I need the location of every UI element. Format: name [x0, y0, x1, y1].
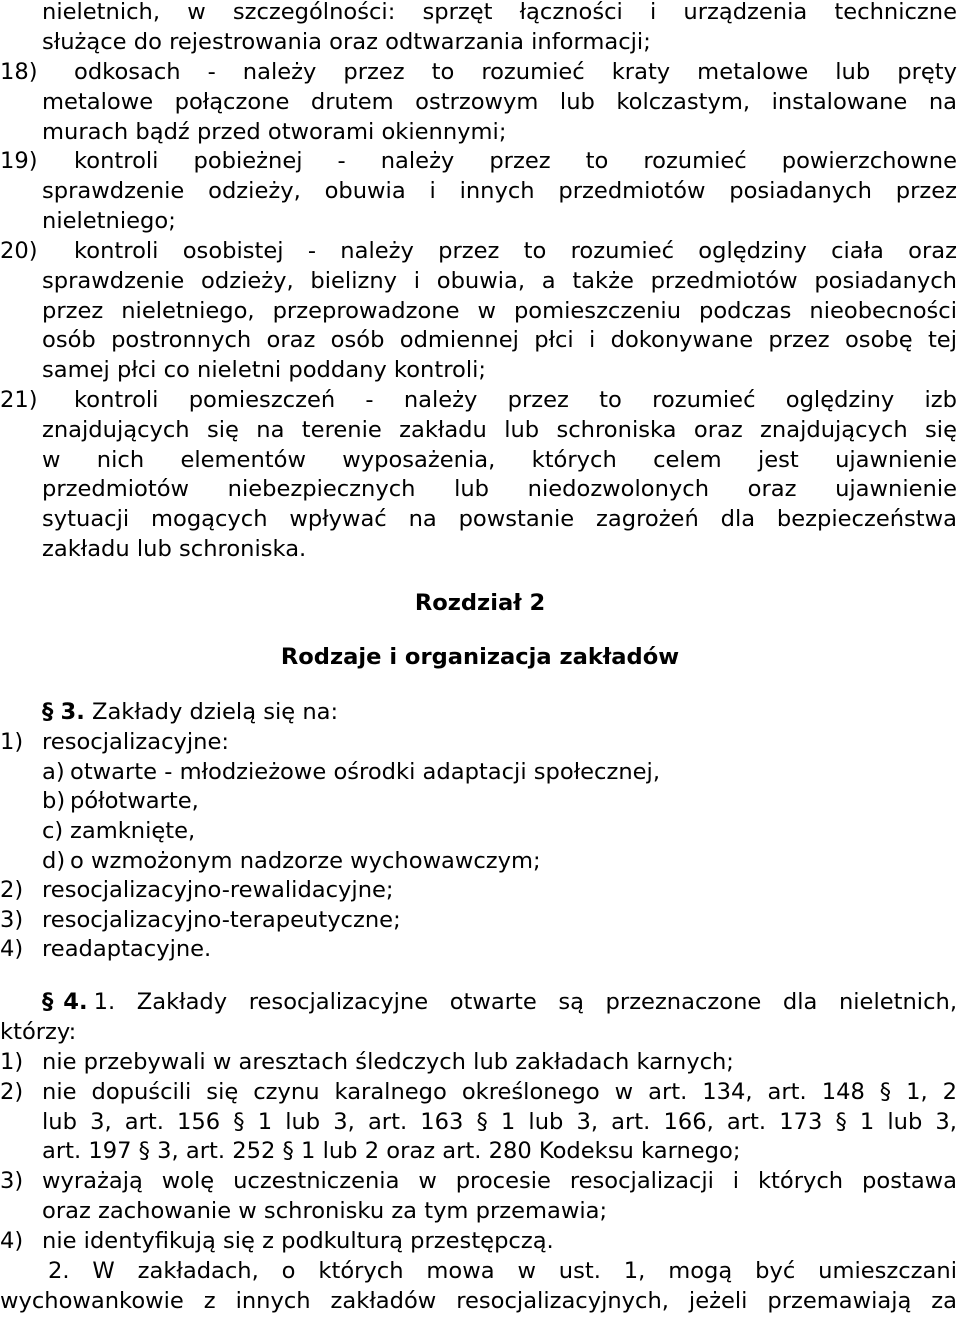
- text-line: osób postronnych oraz osób odmiennej płci i dokonywane przez osobę tej: [42, 327, 957, 353]
- text-line: lub 3, art. 156 § 1 lub 3, art. 163 § 1 lub 3, art. 166, art. 173 § 1 lub 3,: [42, 1109, 957, 1135]
- subitem-letter: d): [42, 848, 66, 874]
- text-line: kontroli osobistej - należy przez to rozumieć oględziny ciała oraz: [74, 238, 957, 264]
- chapter-title: Rozdział 2: [414, 590, 546, 616]
- paragraph-number: 3.: [60, 699, 85, 725]
- text-line: odkosach - należy przez to rozumieć kraty metalowe lub pręty: [74, 59, 957, 85]
- text-line: przez nieletniego, przeprowadzone w pomieszczeniu podczas nieobecności: [42, 298, 957, 324]
- text-line: służące do rejestrowania oraz odtwarzania informacji;: [42, 29, 651, 55]
- paragraph-3-heading: [42, 697, 338, 727]
- text-line: którzy:: [0, 1019, 77, 1045]
- text-line: nie przebywali w aresztach śledczych lub zakładach karnych;: [42, 1049, 734, 1075]
- text-line: nie dopuścili się czynu karalnego określonego w art. 134, art. 148 § 1, 2: [42, 1079, 957, 1105]
- item-text: resocjalizacyjne:: [42, 729, 229, 755]
- subitem-text: półotwarte,: [70, 788, 199, 814]
- text-line: oraz zachowanie w schronisku za tym przemawia;: [42, 1198, 608, 1224]
- item-number: 20): [0, 238, 38, 264]
- text-line: art. 197 § 3, art. 252 § 1 lub 2 oraz art. 280 Kodeksu karnego;: [42, 1138, 741, 1164]
- text-line: nieletniego;: [42, 208, 176, 234]
- item-number: 18): [0, 59, 38, 85]
- text-line: sytuacji mogących wpływać na powstanie zagrożeń dla bezpieczeństwa: [42, 506, 957, 532]
- item-number: 3): [0, 907, 24, 933]
- subitem-letter: b): [42, 788, 66, 814]
- text-line: zakładu lub schroniska.: [42, 536, 307, 562]
- text-line: wyrażają wolę uczestniczenia w procesie resocjalizacji i których postawa: [42, 1168, 957, 1194]
- paragraph-number: 4.: [63, 989, 88, 1015]
- text-line: sprawdzenie odzieży, obuwia i innych przedmiotów posiadanych przez: [42, 178, 957, 204]
- section-sign: §: [42, 989, 54, 1015]
- text-line: 2. W zakładach, o których mowa w ust. 1, mogą być umieszczani: [48, 1258, 957, 1284]
- paragraph-4-heading: [42, 987, 957, 1017]
- section-sign: §: [42, 699, 54, 725]
- item-number: 1): [0, 1049, 24, 1075]
- paragraph-text: 1. Zakłady resocjalizacyjne otwarte są przeznaczone dla nieletnich,: [93, 989, 957, 1015]
- item-number: 2): [0, 877, 24, 903]
- text-line: nieletnich, w szczególności: sprzęt łączności i urządzenia techniczne: [42, 0, 957, 25]
- item-number: 21): [0, 387, 38, 413]
- subitem-text: o wzmożonym nadzorze wychowawczym;: [70, 848, 541, 874]
- item-text: resocjalizacyjno-terapeutyczne;: [42, 907, 401, 933]
- text-line: znajdujących się na terenie zakładu lub schroniska oraz znajdujących się: [42, 417, 957, 443]
- text-line: sprawdzenie odzieży, bielizny i obuwia, a także przedmiotów posiadanych: [42, 268, 957, 294]
- text-line: w nich elementów wyposażenia, których celem jest ujawnienie: [42, 447, 957, 473]
- item-number: 3): [0, 1168, 24, 1194]
- text-line: metalowe połączone drutem ostrzowym lub kolczastym, instalowane na: [42, 89, 957, 115]
- item-number: 19): [0, 148, 38, 174]
- text-line: murach bądź przed otworami okiennymi;: [42, 119, 507, 145]
- chapter-subtitle: Rodzaje i organizacja zakładów: [280, 644, 680, 670]
- text-line: kontroli pobieżnej - należy przez to rozumieć powierzchowne: [74, 148, 957, 174]
- text-line: nie identyfikują się z podkulturą przestępczą.: [42, 1228, 554, 1254]
- item-number: 2): [0, 1079, 24, 1105]
- item-number: 4): [0, 936, 24, 962]
- paragraph-text: Zakłady dzielą się na:: [91, 699, 339, 725]
- item-number: 4): [0, 1228, 24, 1254]
- text-line: samej płci co nieletni poddany kontroli;: [42, 357, 486, 383]
- subitem-letter: a): [42, 759, 65, 785]
- text-line: wychowankowie z innych zakładów resocjalizacyjnych, jeżeli przemawiają za: [0, 1288, 957, 1314]
- item-text: readaptacyjne.: [42, 936, 212, 962]
- item-number: 1): [0, 729, 24, 755]
- item-text: resocjalizacyjno-rewalidacyjne;: [42, 877, 394, 903]
- text-line: przedmiotów niebezpiecznych lub niedozwolonych oraz ujawnienie: [42, 476, 957, 502]
- subitem-text: zamknięte,: [70, 818, 196, 844]
- text-line: kontroli pomieszczeń - należy przez to rozumieć oględziny izb: [74, 387, 957, 413]
- subitem-letter: c): [42, 818, 64, 844]
- subitem-text: otwarte - młodzieżowe ośrodki adaptacji społecznej,: [70, 759, 660, 785]
